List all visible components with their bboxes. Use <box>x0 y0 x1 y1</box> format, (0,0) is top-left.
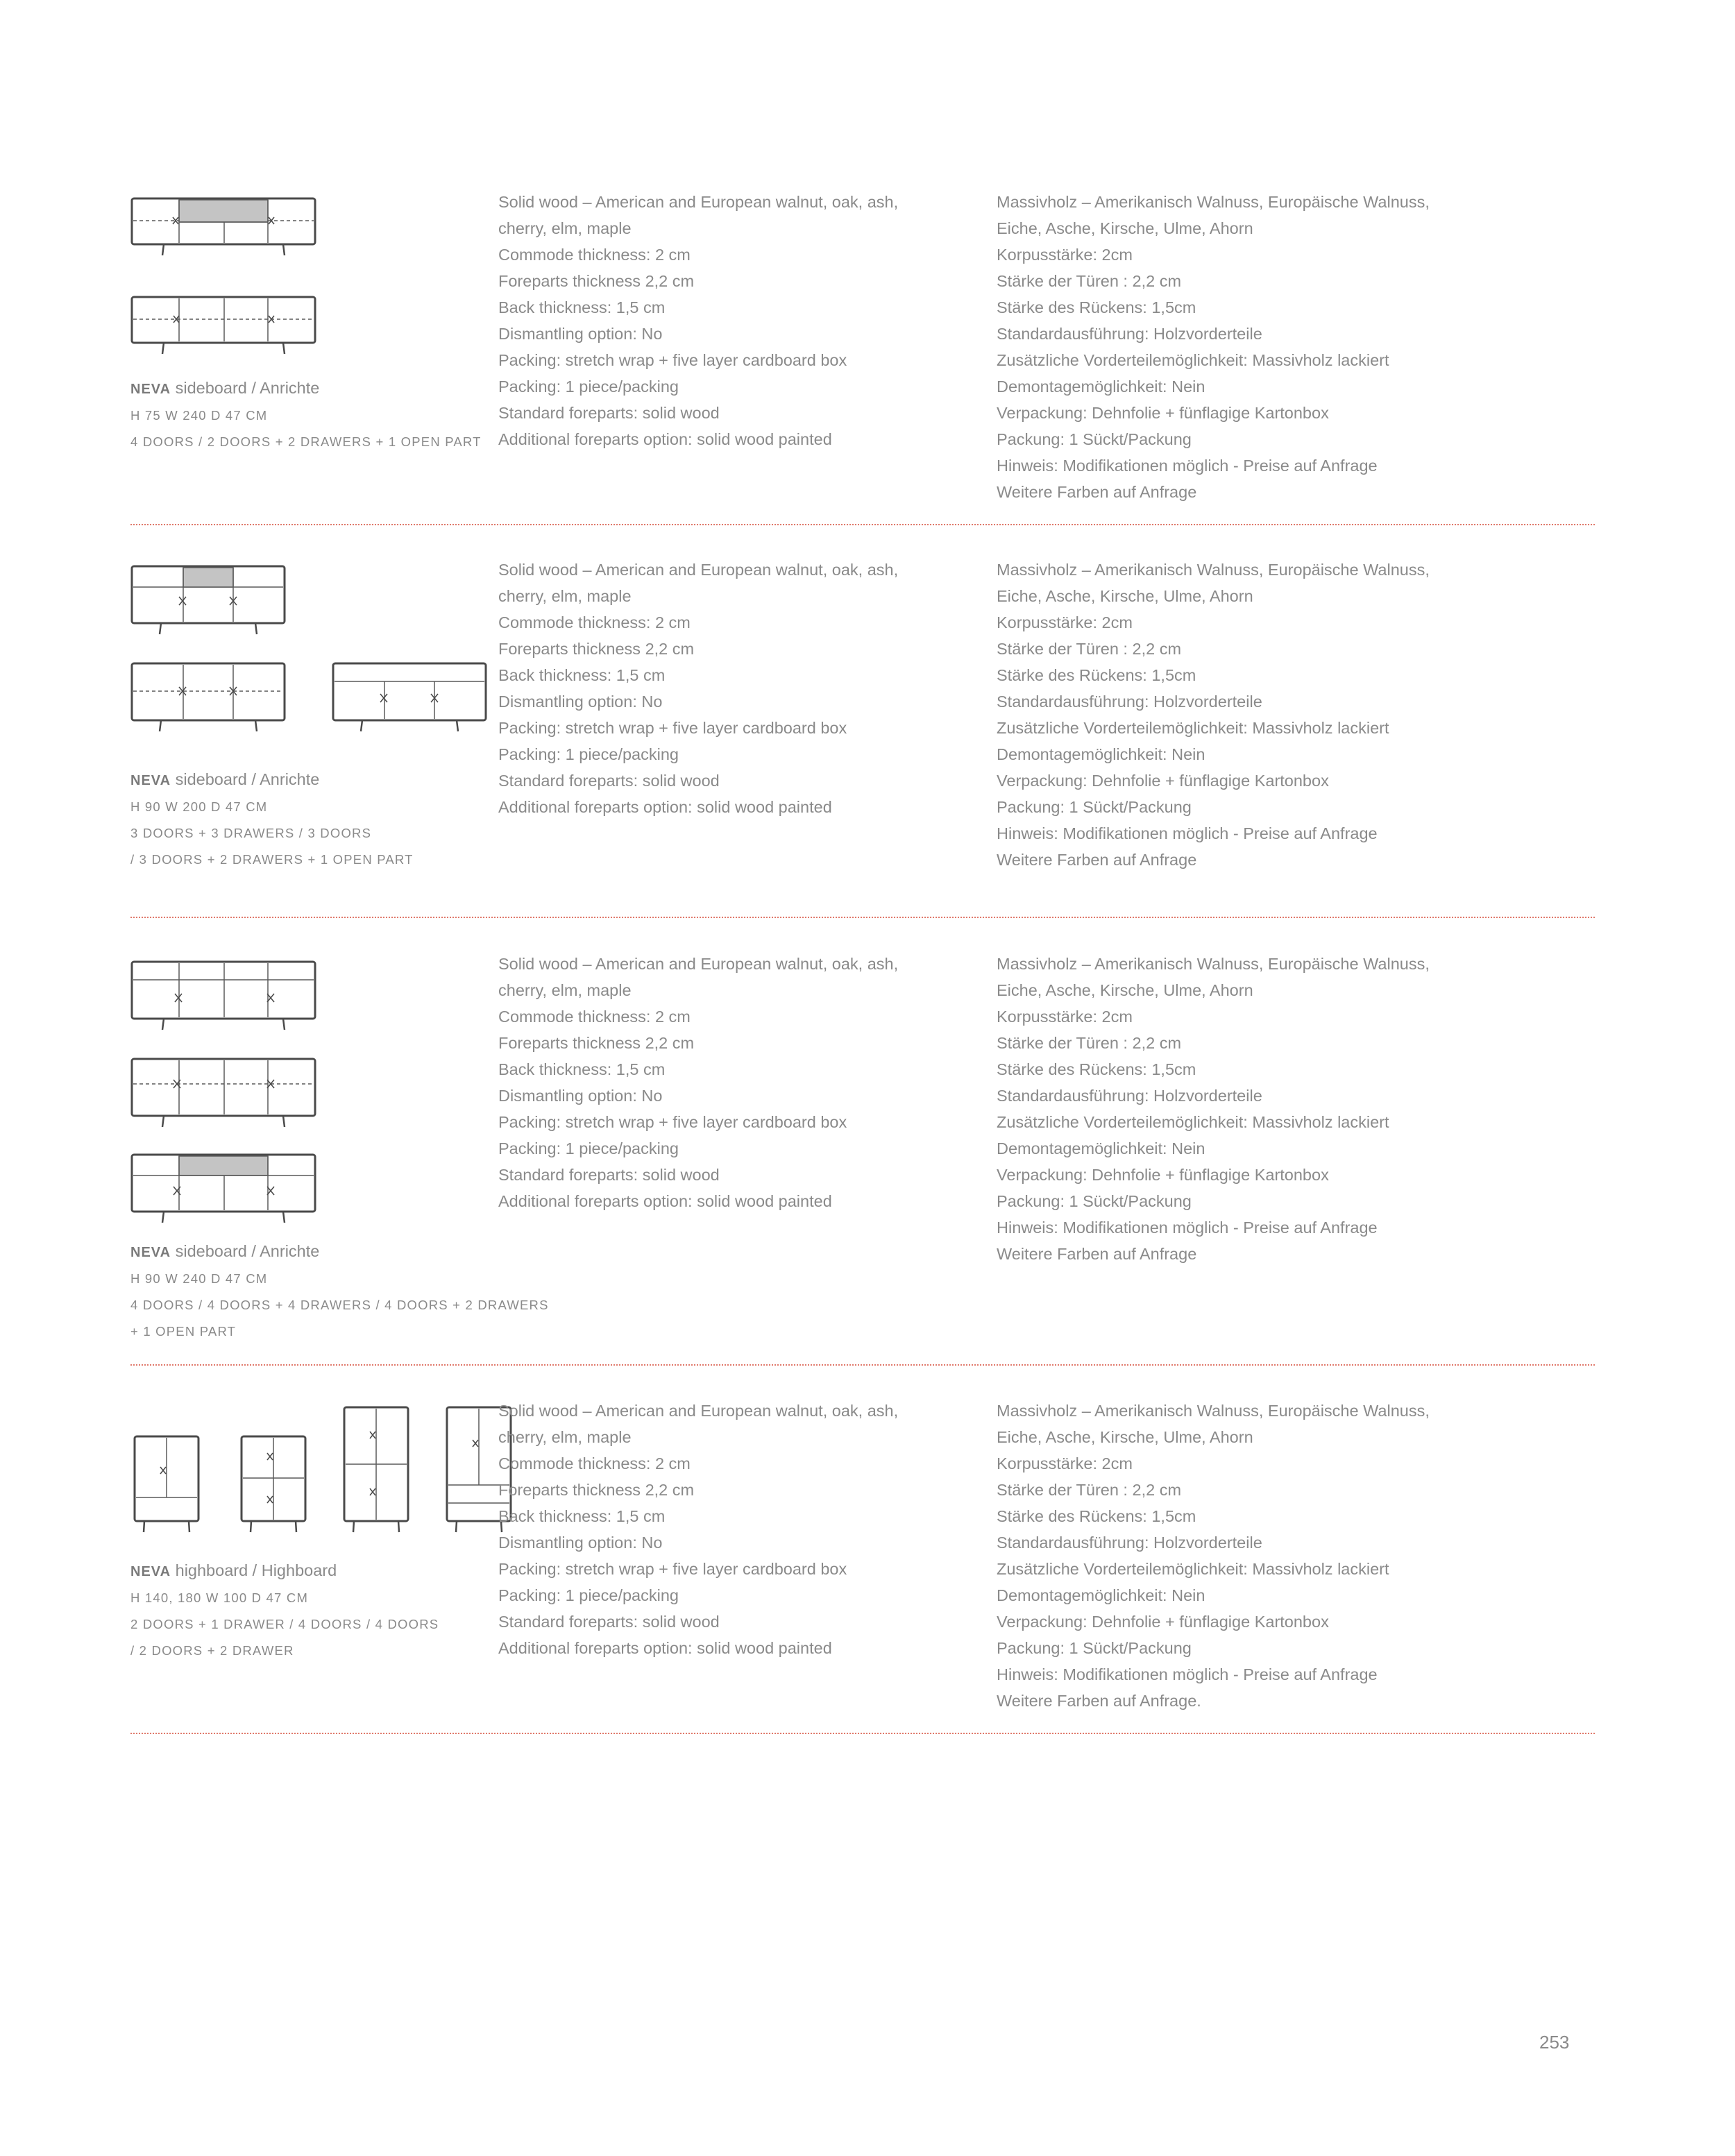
section-separator <box>130 1364 1595 1366</box>
spec-line: Packung: 1 Sückt/Packung <box>997 430 1192 448</box>
product-variants: 4 DOORS / 2 DOORS + 2 DRAWERS + 1 OPEN PART <box>130 434 482 449</box>
product-variants: / 2 DOORS + 2 DRAWER <box>130 1643 294 1658</box>
product-variants: 3 DOORS + 3 DRAWERS / 3 DOORS <box>130 826 372 840</box>
spec-line: Stärke des Rückens: 1,5cm <box>997 666 1196 684</box>
spec-line: Dismantling option: No <box>498 325 663 343</box>
spec-line: cherry, elm, maple <box>498 587 632 605</box>
spec-line: Massivholz – Amerikanisch Walnuss, Europäische Walnuss, <box>997 1402 1430 1420</box>
spec-line: Stärke des Rückens: 1,5cm <box>997 1060 1196 1078</box>
spec-line: Packing: stretch wrap + five layer cardboard box <box>498 351 847 369</box>
spec-line: Verpackung: Dehnfolie + fünflagige Kartonbox <box>997 772 1329 790</box>
product-name: sideboard / Anrichte <box>171 770 320 788</box>
spec-line: Korpusstärke: 2cm <box>997 613 1133 631</box>
specs-en-1 <box>498 189 956 452</box>
spec-line: Commode thickness: 2 cm <box>498 1454 691 1472</box>
spec-line: Foreparts thickness 2,2 cm <box>498 640 695 658</box>
spec-line: Stärke des Rückens: 1,5cm <box>997 298 1196 316</box>
spec-line: Demontagemöglichkeit: Nein <box>997 745 1205 763</box>
section-separator <box>130 524 1595 525</box>
specs-de-4 <box>997 1398 1482 1714</box>
spec-line: Massivholz – Amerikanisch Walnuss, Europäische Walnuss, <box>997 193 1430 211</box>
spec-line: Standardausführung: Holzvorderteile <box>997 325 1262 343</box>
spec-line: Solid wood – American and European walnut, oak, ash, <box>498 955 899 973</box>
spec-line: Hinweis: Modifikationen möglich - Preise auf Anfrage <box>997 1219 1378 1237</box>
spec-line: Hinweis: Modifikationen möglich - Preise auf Anfrage <box>997 1665 1378 1683</box>
sideboard-diagram-a <box>132 566 285 634</box>
product-variants: 4 DOORS / 4 DOORS + 4 DRAWERS / 4 DOORS + 2 DRAWERS <box>130 1298 549 1312</box>
spec-line: Solid wood – American and European walnut, oak, ash, <box>498 561 899 579</box>
product-dimensions: H 90 W 200 D 47 CM <box>130 799 268 814</box>
product-variants: / 3 DOORS + 2 DRAWERS + 1 OPEN PART <box>130 852 414 867</box>
spec-line: Packung: 1 Sückt/Packung <box>997 1192 1192 1210</box>
spec-line: Additional foreparts option: solid wood painted <box>498 798 832 816</box>
product-name: sideboard / Anrichte <box>171 1242 320 1260</box>
spec-line: Packing: 1 piece/packing <box>498 1586 679 1604</box>
spec-line: Demontagemöglichkeit: Nein <box>997 1586 1205 1604</box>
specs-en-3 <box>498 951 956 1214</box>
sideboard-diagram-a <box>132 962 315 1030</box>
sideboard-diagram-b <box>132 297 315 354</box>
spec-line: Packing: 1 piece/packing <box>498 1139 679 1157</box>
spec-line: Stärke der Türen : 2,2 cm <box>997 1481 1182 1499</box>
product-dimensions: H 75 W 240 D 47 CM <box>130 408 268 423</box>
spec-line: Packing: 1 piece/packing <box>498 745 679 763</box>
brand-name: NEVA <box>130 382 171 397</box>
spec-line: Foreparts thickness 2,2 cm <box>498 1481 695 1499</box>
spec-line: cherry, elm, maple <box>498 1428 632 1446</box>
product-name: highboard / Highboard <box>171 1561 337 1579</box>
sideboard-diagram-c <box>132 1155 315 1223</box>
spec-line: Additional foreparts option: solid wood painted <box>498 430 832 448</box>
spec-line: Additional foreparts option: solid wood painted <box>498 1639 832 1657</box>
spec-line: Verpackung: Dehnfolie + fünflagige Kartonbox <box>997 1166 1329 1184</box>
spec-line: Back thickness: 1,5 cm <box>498 666 666 684</box>
spec-line: Stärke der Türen : 2,2 cm <box>997 640 1182 658</box>
sideboard-diagram-b <box>132 1059 315 1127</box>
spec-line: cherry, elm, maple <box>498 219 632 237</box>
spec-line: Korpusstärke: 2cm <box>997 1008 1133 1026</box>
spec-line: Eiche, Asche, Kirsche, Ulme, Ahorn <box>997 981 1253 999</box>
page-number: 253 <box>1539 2032 1570 2053</box>
spec-line: Packing: stretch wrap + five layer cardboard box <box>498 1560 847 1578</box>
product-caption-3 <box>130 1238 616 1345</box>
spec-line: Stärke des Rückens: 1,5cm <box>997 1507 1196 1525</box>
specs-de-3 <box>997 951 1482 1267</box>
spec-line: Weitere Farben auf Anfrage <box>997 483 1197 501</box>
section-separator <box>130 917 1595 918</box>
spec-line: Demontagemöglichkeit: Nein <box>997 1139 1205 1157</box>
spec-line: Standard foreparts: solid wood <box>498 1166 720 1184</box>
spec-line: Eiche, Asche, Kirsche, Ulme, Ahorn <box>997 219 1253 237</box>
brand-name: NEVA <box>130 773 171 788</box>
spec-line: Standardausführung: Holzvorderteile <box>997 1087 1262 1105</box>
spec-line: Eiche, Asche, Kirsche, Ulme, Ahorn <box>997 587 1253 605</box>
product-variants: + 1 OPEN PART <box>130 1324 237 1339</box>
spec-line: Standardausführung: Holzvorderteile <box>997 693 1262 711</box>
spec-line: Zusätzliche Vorderteilemöglichkeit: Massivholz lackiert <box>997 1113 1389 1131</box>
spec-line: Weitere Farben auf Anfrage <box>997 1245 1197 1263</box>
spec-line: Korpusstärke: 2cm <box>997 246 1133 264</box>
brand-name: NEVA <box>130 1564 171 1579</box>
spec-line: Solid wood – American and European walnut, oak, ash, <box>498 193 899 211</box>
specs-en-4 <box>498 1398 956 1661</box>
highboard-diagram-b <box>242 1436 305 1532</box>
spec-line: Commode thickness: 2 cm <box>498 246 691 264</box>
spec-line: Standardausführung: Holzvorderteile <box>997 1534 1262 1552</box>
spec-line: Back thickness: 1,5 cm <box>498 1060 666 1078</box>
spec-line: Packing: 1 piece/packing <box>498 377 679 396</box>
sideboard-diagram-a <box>132 198 315 255</box>
spec-line: Massivholz – Amerikanisch Walnuss, Europäische Walnuss, <box>997 955 1430 973</box>
spec-line: Weitere Farben auf Anfrage. <box>997 1692 1201 1710</box>
sideboard-diagram-c <box>333 663 486 731</box>
spec-line: Zusätzliche Vorderteilemöglichkeit: Massivholz lackiert <box>997 1560 1389 1578</box>
spec-line: Demontagemöglichkeit: Nein <box>997 377 1205 396</box>
sideboard-diagram-b <box>132 663 285 731</box>
spec-line: Zusätzliche Vorderteilemöglichkeit: Massivholz lackiert <box>997 719 1389 737</box>
spec-line: Back thickness: 1,5 cm <box>498 1507 666 1525</box>
spec-line: Solid wood – American and European walnut, oak, ash, <box>498 1402 899 1420</box>
spec-line: Dismantling option: No <box>498 1087 663 1105</box>
highboard-diagram-c <box>344 1407 408 1532</box>
section-separator <box>130 1733 1595 1734</box>
product-name: sideboard / Anrichte <box>171 379 320 397</box>
spec-line: Packung: 1 Sückt/Packung <box>997 798 1192 816</box>
spec-line: Stärke der Türen : 2,2 cm <box>997 1034 1182 1052</box>
spec-line: cherry, elm, maple <box>498 981 632 999</box>
spec-line: Dismantling option: No <box>498 693 663 711</box>
spec-line: Standard foreparts: solid wood <box>498 1613 720 1631</box>
product-dimensions: H 140, 180 W 100 D 47 CM <box>130 1590 309 1605</box>
spec-line: Additional foreparts option: solid wood painted <box>498 1192 832 1210</box>
spec-line: Back thickness: 1,5 cm <box>498 298 666 316</box>
specs-de-1 <box>997 189 1482 505</box>
product-variants: 2 DOORS + 1 DRAWER / 4 DOORS / 4 DOORS <box>130 1617 439 1631</box>
spec-line: Korpusstärke: 2cm <box>997 1454 1133 1472</box>
spec-line: Foreparts thickness 2,2 cm <box>498 1034 695 1052</box>
specs-en-2 <box>498 557 956 820</box>
specs-de-2 <box>997 557 1482 873</box>
spec-line: Hinweis: Modifikationen möglich - Preise auf Anfrage <box>997 824 1378 842</box>
product-dimensions: H 90 W 240 D 47 CM <box>130 1271 268 1286</box>
spec-line: Stärke der Türen : 2,2 cm <box>997 272 1182 290</box>
spec-line: Standard foreparts: solid wood <box>498 772 720 790</box>
spec-line: Verpackung: Dehnfolie + fünflagige Kartonbox <box>997 404 1329 422</box>
spec-line: Standard foreparts: solid wood <box>498 404 720 422</box>
spec-line: Commode thickness: 2 cm <box>498 613 691 631</box>
spec-line: Weitere Farben auf Anfrage <box>997 851 1197 869</box>
spec-line: Foreparts thickness 2,2 cm <box>498 272 695 290</box>
spec-line: Zusätzliche Vorderteilemöglichkeit: Massivholz lackiert <box>997 351 1389 369</box>
highboard-diagram-a <box>135 1436 198 1532</box>
spec-line: Packung: 1 Sückt/Packung <box>997 1639 1192 1657</box>
spec-line: Dismantling option: No <box>498 1534 663 1552</box>
spec-line: Eiche, Asche, Kirsche, Ulme, Ahorn <box>997 1428 1253 1446</box>
spec-line: Packing: stretch wrap + five layer cardboard box <box>498 1113 847 1131</box>
spec-line: Commode thickness: 2 cm <box>498 1008 691 1026</box>
spec-line: Massivholz – Amerikanisch Walnuss, Europäische Walnuss, <box>997 561 1430 579</box>
spec-line: Hinweis: Modifikationen möglich - Preise auf Anfrage <box>997 457 1378 475</box>
spec-line: Verpackung: Dehnfolie + fünflagige Kartonbox <box>997 1613 1329 1631</box>
spec-line: Packing: stretch wrap + five layer cardboard box <box>498 719 847 737</box>
brand-name: NEVA <box>130 1245 171 1260</box>
